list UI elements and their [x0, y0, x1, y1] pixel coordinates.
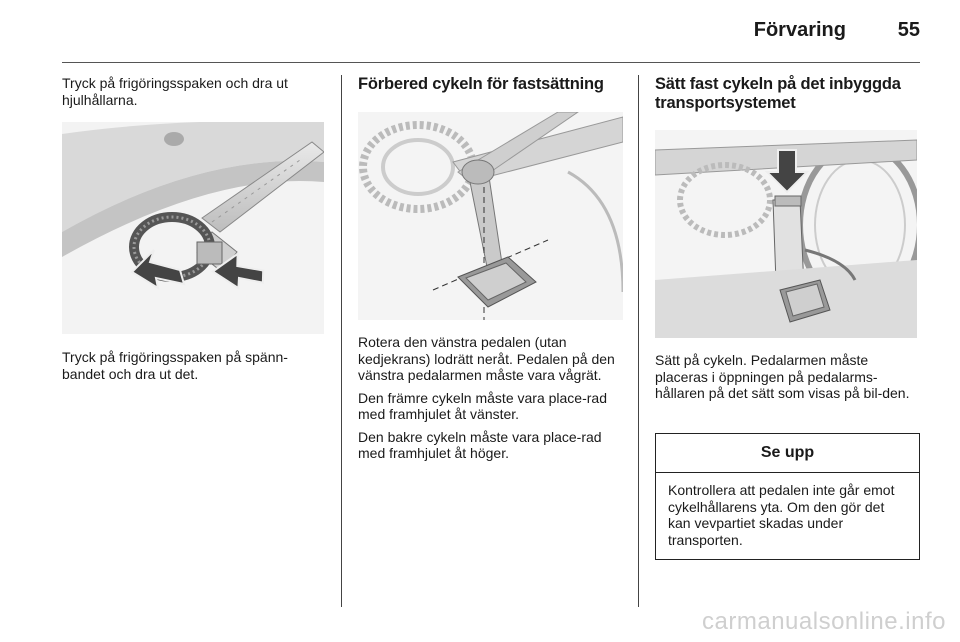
instruction-text: Tryck på frigöringsspaken och dra ut hjulhållarna.: [62, 75, 288, 108]
instruction-text: Den främre cykeln måste vara place-rad med framhjulet åt vänster.: [358, 389, 607, 422]
column-middle-lower: [358, 334, 623, 462]
column-divider: [341, 75, 342, 607]
watermark: carmanualsonline.info: [702, 608, 946, 635]
caution-title: Se upp: [656, 434, 919, 473]
section-heading: Sätt fast cykeln på det inbyggda transportsystemet: [655, 75, 901, 112]
instruction-text: Rotera den vänstra pedalen (utan kedjekrans) lodrätt neråt. Pedalen på den vänstra pedalarmen måste vara vågrät.: [358, 334, 615, 383]
column-right-lower: [655, 352, 920, 402]
wheel-holder-illustration: [62, 122, 324, 334]
page-number: 55: [897, 19, 920, 41]
column-left-lower: [62, 349, 324, 382]
column-middle: [358, 75, 623, 94]
column-right: [655, 75, 920, 113]
section-heading: Förbered cykeln för fastsättning: [358, 75, 604, 93]
instruction-text: Sätt på cykeln. Pedalarmen måste placeras i öppningen på pedalarms-hållaren på det sätt som visas på bil-den.: [655, 352, 910, 401]
bike-mounting-illustration: [655, 130, 917, 338]
caution-box: [655, 433, 920, 560]
page-header: [62, 0, 920, 63]
caution-text: Kontrollera att pedalen inte går emot cykelhållarens yta. Om den gör det kan vevpartiet skadas under transporten.: [668, 482, 895, 548]
column-left: [62, 75, 324, 108]
instruction-text: Den bakre cykeln måste vara place-rad med framhjulet åt höger.: [358, 428, 602, 461]
instruction-text: Tryck på frigöringsspaken på spänn-bandet och dra ut det.: [62, 349, 288, 382]
section-title: Förvaring: [753, 19, 846, 41]
column-divider: [638, 75, 639, 607]
pedal-illustration: [358, 112, 623, 320]
